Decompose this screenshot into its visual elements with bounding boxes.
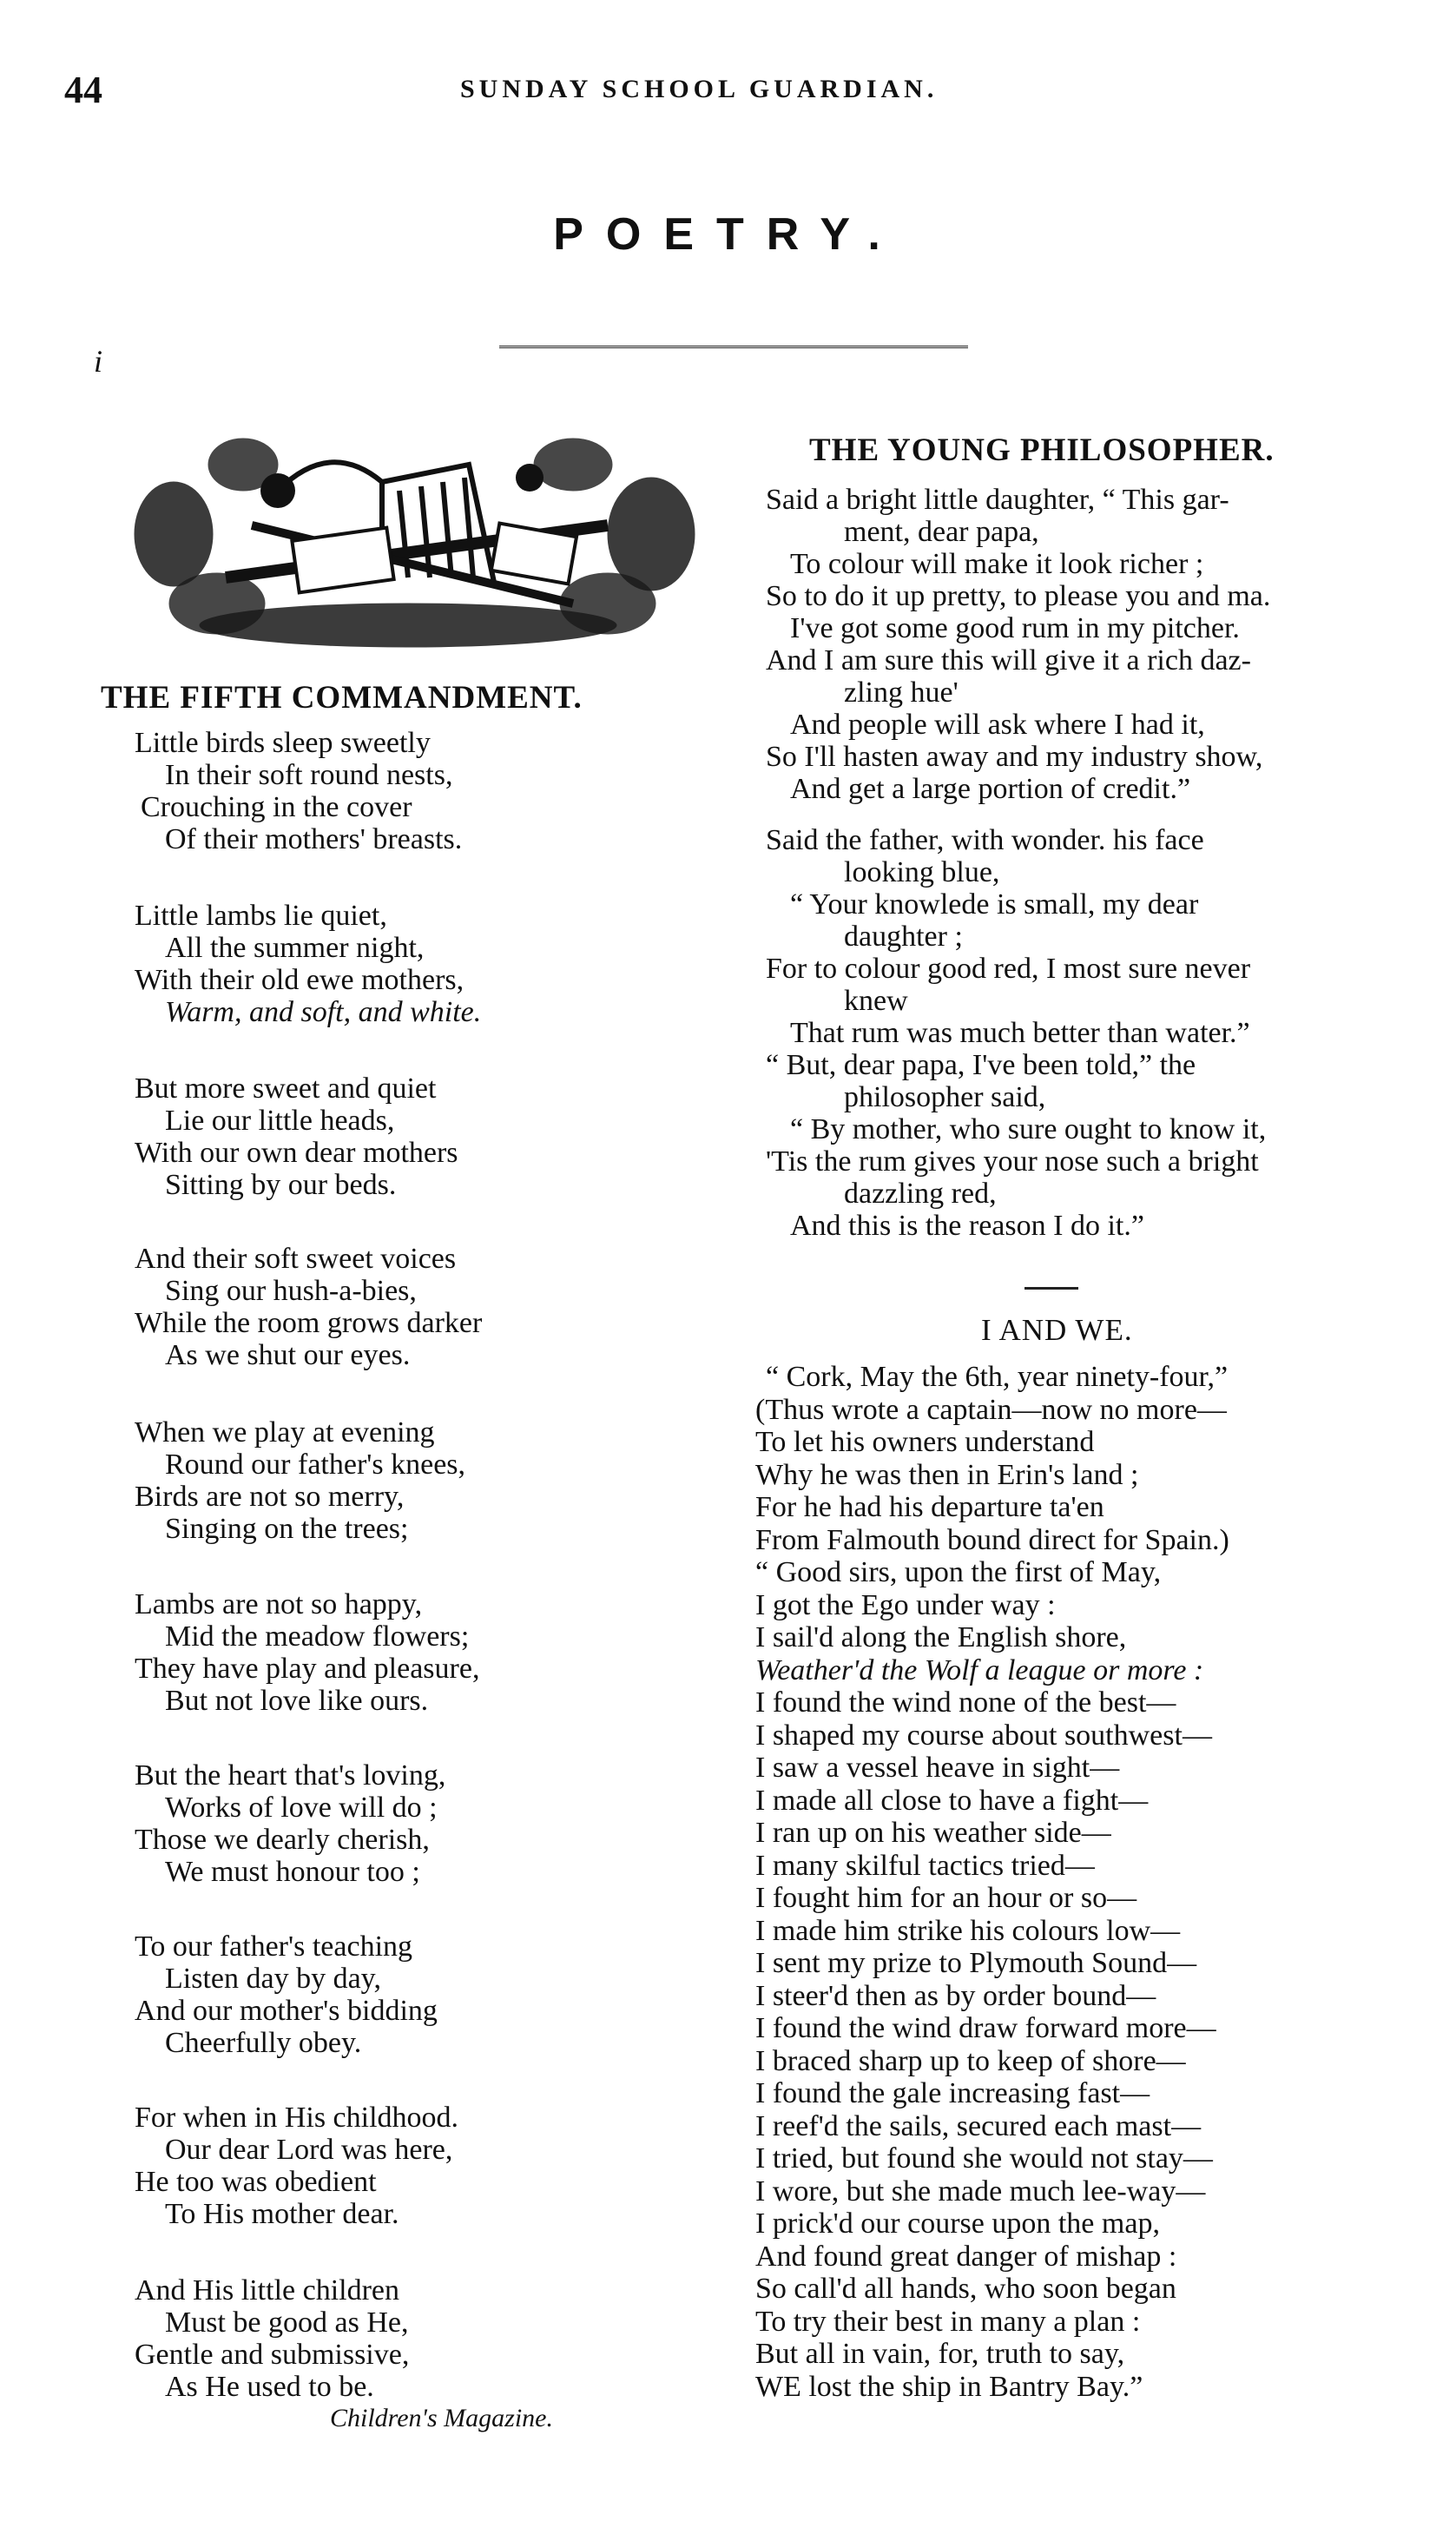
poem-source: Children's Magazine. bbox=[330, 2404, 553, 2432]
poem-line: As He used to be. bbox=[165, 2371, 374, 2403]
poem-line: I shaped my course about southwest— bbox=[755, 1719, 1212, 1752]
poem-line: Little birds sleep sweetly bbox=[135, 727, 431, 759]
poem-line: I made him strike his colours low— bbox=[755, 1914, 1181, 1947]
poem-line: For when in His childhood. bbox=[135, 2102, 459, 2134]
poem-line: Birds are not so merry, bbox=[135, 1481, 405, 1513]
poem-line: philosopher said, bbox=[844, 1081, 1046, 1113]
poem-line: But more sweet and quiet bbox=[135, 1072, 437, 1105]
poem-line: Crouching in the cover bbox=[141, 791, 412, 823]
poem-line: To try their best in many a plan : bbox=[755, 2305, 1141, 2338]
poem-line: Mid the meadow flowers; bbox=[165, 1620, 470, 1653]
poem-line: Our dear Lord was here, bbox=[165, 2134, 453, 2166]
poem-line: But not love like ours. bbox=[165, 1685, 429, 1717]
poem-line: looking blue, bbox=[844, 856, 1000, 888]
poem-line: To let his owners understand bbox=[755, 1426, 1095, 1458]
poem-line: “ By mother, who sure ought to know it, bbox=[790, 1113, 1267, 1145]
poem-line: And His little children bbox=[135, 2274, 400, 2307]
poem-line: All the summer night, bbox=[165, 932, 425, 964]
page-header bbox=[0, 68, 1456, 120]
poem-line: Sing our hush-a-bies, bbox=[165, 1275, 417, 1307]
poem-line: To His mother dear. bbox=[165, 2198, 399, 2230]
poem-line: He too was obedient bbox=[135, 2166, 377, 2198]
poem-line: They have play and pleasure, bbox=[135, 1653, 480, 1685]
poem-line: Works of love will do ; bbox=[165, 1792, 438, 1824]
poem-line: I made all close to have a fight— bbox=[755, 1784, 1149, 1817]
poem-line: So to do it up pretty, to please you and ma. bbox=[766, 580, 1271, 612]
poem-line: While the room grows darker bbox=[135, 1307, 483, 1339]
poem-line: I many skilful tactics tried— bbox=[755, 1849, 1095, 1882]
page-number: 44 bbox=[64, 69, 102, 111]
poem-line: Little lambs lie quiet, bbox=[135, 900, 387, 932]
running-head: SUNDAY SCHOOL GUARDIAN. bbox=[460, 75, 939, 103]
poem-line: And this is the reason I do it.” bbox=[790, 1210, 1144, 1242]
poem-line: “ Good sirs, upon the first of May, bbox=[755, 1556, 1162, 1588]
poem-line: I ran up on his weather side— bbox=[755, 1817, 1111, 1849]
poem-line: I found the gale increasing fast— bbox=[755, 2077, 1150, 2109]
poem-line: Listen day by day, bbox=[165, 1963, 381, 1995]
poem-line: I steer'd then as by order bound— bbox=[755, 1979, 1156, 2012]
poem-line: Weather'd the Wolf a league or more : bbox=[755, 1653, 1204, 1686]
poem-line: From Falmouth bound direct for Spain.) bbox=[755, 1523, 1229, 1556]
poem-line: I found the wind draw forward more— bbox=[755, 2012, 1216, 2044]
poem-line: With our own dear mothers bbox=[135, 1137, 458, 1169]
poem-line: daughter ; bbox=[844, 921, 963, 953]
poem-line: dazzling red, bbox=[844, 1178, 997, 1210]
poem-line: As we shut our eyes. bbox=[165, 1339, 411, 1371]
poem-line: But all in vain, for, truth to say, bbox=[755, 2338, 1125, 2370]
poem-line: And get a large portion of credit.” bbox=[790, 773, 1191, 805]
poem-line: “ But, dear papa, I've been told,” the bbox=[766, 1049, 1196, 1081]
poem-line: Sitting by our beds. bbox=[165, 1169, 397, 1201]
poem-line: And found great danger of mishap : bbox=[755, 2240, 1177, 2273]
poem-line: Round our father's knees, bbox=[165, 1449, 466, 1481]
poem-line: Gentle and submissive, bbox=[135, 2339, 410, 2371]
poem-title-fifth-commandment: THE FIFTH COMMANDMENT. bbox=[101, 680, 583, 716]
title-rule bbox=[499, 346, 968, 351]
poem-line: I've got some good rum in my pitcher. bbox=[790, 612, 1240, 644]
poem-line: Must be good as He, bbox=[165, 2307, 409, 2339]
poem-line: I prick'd our course upon the map, bbox=[755, 2208, 1160, 2240]
poem-line: In their soft round nests, bbox=[165, 759, 453, 791]
poem-line: But the heart that's loving, bbox=[135, 1759, 446, 1792]
poem-line: 'Tis the rum gives your nose such a bright bbox=[766, 1145, 1259, 1178]
poem-line: When we play at evening bbox=[135, 1416, 435, 1449]
poem-line: I found the wind none of the best— bbox=[755, 1686, 1176, 1719]
poem-line: I wore, but she made much lee-way— bbox=[755, 2175, 1206, 2208]
poem-line: I sent my prize to Plymouth Sound— bbox=[755, 1947, 1197, 1979]
poem-line: ment, dear papa, bbox=[844, 516, 1039, 548]
divider-rule bbox=[1024, 1287, 1078, 1290]
poem-line: And their soft sweet voices bbox=[135, 1243, 457, 1275]
poem-line: And I am sure this will give it a rich daz- bbox=[766, 644, 1251, 676]
poem-line: (Thus wrote a captain—now no more— bbox=[755, 1393, 1227, 1426]
poem-line: So I'll hasten away and my industry show, bbox=[766, 741, 1263, 773]
poem-line: Lie our little heads, bbox=[165, 1105, 395, 1137]
poem-line: zling hue' bbox=[844, 676, 959, 709]
poem-line: To our father's teaching bbox=[135, 1930, 413, 1963]
stray-mark: i bbox=[94, 344, 103, 379]
poem-line: So call'd all hands, who soon began bbox=[755, 2273, 1176, 2305]
poem-line: We must honour too ; bbox=[165, 1856, 420, 1888]
poem-line: “ Cork, May the 6th, year ninety-four,” bbox=[766, 1361, 1229, 1393]
poem-line: That rum was much better than water.” bbox=[790, 1017, 1250, 1049]
poem-line: Warm, and soft, and white. bbox=[165, 996, 482, 1028]
poem-line: And our mother's bidding bbox=[135, 1995, 438, 2027]
poem-line: knew bbox=[844, 985, 908, 1017]
poem-line: Said the father, with wonder. his face bbox=[766, 824, 1204, 856]
poem-line: To colour will make it look richer ; bbox=[790, 548, 1204, 580]
poem-line: Lambs are not so happy, bbox=[135, 1588, 423, 1620]
poem-line: I sail'd along the English shore, bbox=[755, 1621, 1127, 1653]
poem-line: I got the Ego under way : bbox=[755, 1588, 1056, 1621]
poem-line: I reef'd the sails, secured each mast— bbox=[755, 2109, 1202, 2142]
poem-line: Of their mothers' breasts. bbox=[165, 823, 463, 855]
poem-line: And people will ask where I had it, bbox=[790, 709, 1205, 741]
poem-line: Singing on the trees; bbox=[165, 1513, 409, 1545]
vignette-ornament-icon bbox=[122, 430, 703, 651]
poem-line: “ Your knowlede is small, my dear bbox=[790, 888, 1199, 921]
poem-line: I braced sharp up to keep of shore— bbox=[755, 2044, 1186, 2077]
poem-line: Why he was then in Erin's land ; bbox=[755, 1458, 1139, 1491]
poem-line: For to colour good red, I most sure never bbox=[766, 953, 1251, 985]
section-title: POETRY. bbox=[553, 209, 903, 260]
poem-title-young-philosopher: THE YOUNG PHILOSOPHER. bbox=[809, 432, 1275, 468]
poem-line: Those we dearly cherish, bbox=[135, 1824, 430, 1856]
poem-line: I saw a vessel heave in sight— bbox=[755, 1752, 1120, 1784]
poem-line: I tried, but found she would not stay— bbox=[755, 2142, 1213, 2175]
poem-line: Cheerfully obey. bbox=[165, 2027, 362, 2059]
poem-line: Said a bright little daughter, “ This gar- bbox=[766, 484, 1229, 516]
poem-line: I fought him for an hour or so— bbox=[755, 1882, 1137, 1914]
poem-title-i-and-we: I AND WE. bbox=[981, 1313, 1133, 1347]
poem-line: WE lost the ship in Bantry Bay.” bbox=[755, 2370, 1143, 2403]
poem-line: For he had his departure ta'en bbox=[755, 1491, 1104, 1523]
poem-line: With their old ewe mothers, bbox=[135, 964, 464, 996]
